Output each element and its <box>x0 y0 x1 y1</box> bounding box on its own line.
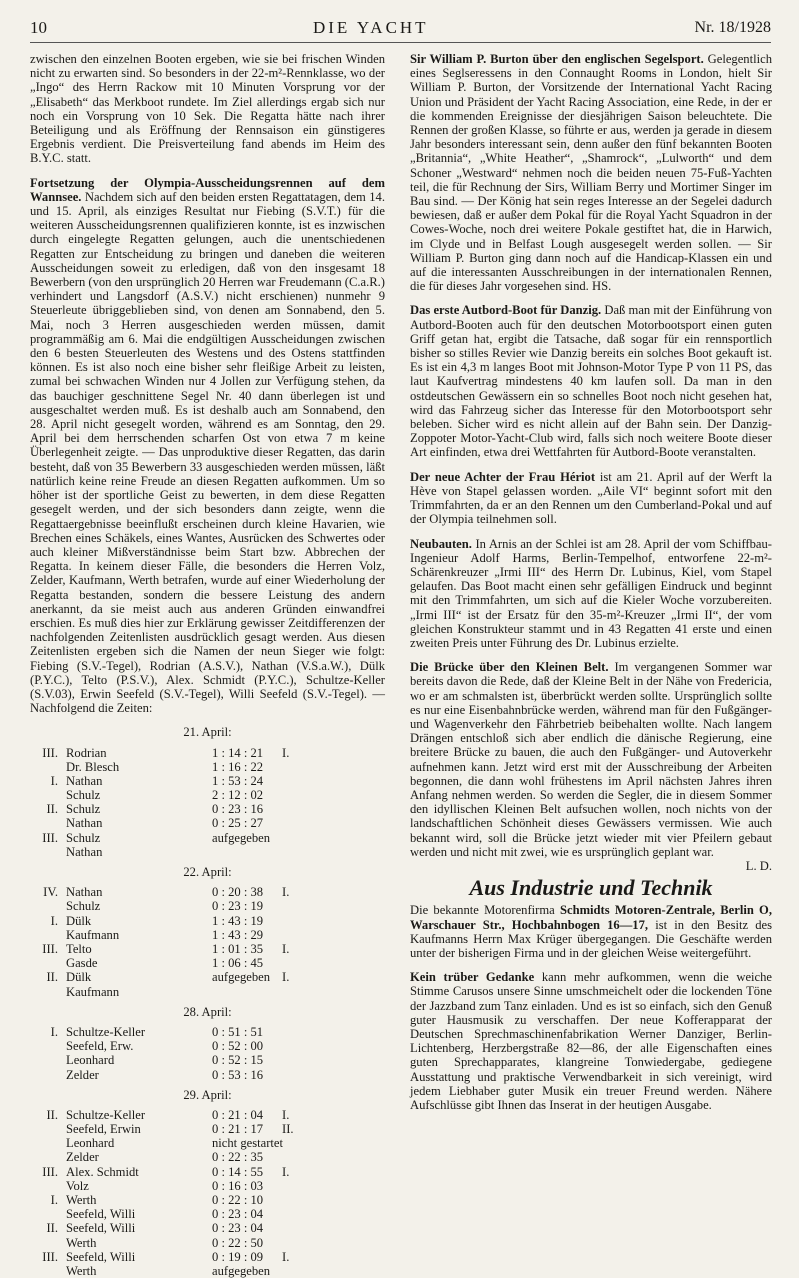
results-place <box>282 1193 312 1207</box>
results-name: Kaufmann <box>66 927 120 942</box>
results-time: 0 : 23 : 04 <box>212 1207 264 1222</box>
results-place <box>282 788 312 802</box>
results-row <box>30 746 385 760</box>
results-cls: IV. <box>43 885 58 900</box>
results-place: I. <box>282 745 290 760</box>
results-name: Leonhard <box>66 1136 115 1151</box>
paragraph-neubauten <box>410 537 772 651</box>
results-cls: III. <box>42 942 58 956</box>
results-row <box>30 956 385 970</box>
results-cls <box>30 1068 66 1082</box>
results-row <box>30 774 385 788</box>
results-row <box>30 816 385 830</box>
results-row <box>30 1053 385 1067</box>
results-name: Dr. Blesch <box>66 759 120 774</box>
results-place <box>282 1207 312 1221</box>
results-place <box>282 1068 312 1082</box>
results-time: 2 : 12 : 02 <box>212 788 264 803</box>
results-place <box>282 899 312 913</box>
results-name: Nathan <box>66 885 103 900</box>
results-place: II. <box>282 1122 294 1137</box>
results-name: Werth <box>66 1263 97 1278</box>
results-time: 0 : 22 : 50 <box>212 1235 264 1250</box>
results-name: Telto <box>66 942 92 956</box>
motoren-tail: ist in den Besitz des Kaufmanns Herrn Max Krüger übergegangen. Die Geschäfte werden unter der bisherigen Firma und in der gleichen Weise weitergeführt. <box>410 917 772 960</box>
results-time: 0 : 53 : 16 <box>212 1067 264 1082</box>
results-name: Nathan <box>66 844 103 859</box>
results-row <box>30 1264 385 1278</box>
results-name: Zelder <box>66 1150 99 1165</box>
results-name: Seefeld, Erw. <box>66 1039 134 1054</box>
neubauten-body: In Arnis an der Schlei ist am 28. April der vom Schiffbau-Ingenieur Adolf Harms, Berlin-Tempelhof, entworfene 22-m²-Schärenkreuzer „Irmi III“ des Herrn Dr. Lubinus, Kiel, vom Stapel gelaufen. Das Boot macht einen sehr gefälligen Eindruck und beginnt mit den Trimmfahrten, um sich auf die Kieler Woche vorzubereiten. „Irmi III“ ist der Ersatz für den 35-m²-Kreuzer „Irmi II“, der vom gleichen Konstrukteur stammt und in 43 Regatten 41 erste und einen zweiten Preis unter Führung des Dr. Lubinus erzielte. <box>410 536 772 650</box>
belt-heading: Die Brücke über den Kleinen Belt. <box>410 660 609 675</box>
results-time: aufgegeben <box>212 1263 271 1278</box>
results-row <box>30 1165 385 1179</box>
section-title: Aus Industrie und Technik <box>469 875 713 901</box>
paragraph-olympia <box>30 176 385 716</box>
paragraph-danzig <box>410 303 772 459</box>
results-time: aufgegeben <box>212 970 271 985</box>
results-cls <box>30 956 66 970</box>
results-cls: I. <box>50 913 58 928</box>
neubauten-heading: Neubauten. <box>410 536 472 551</box>
results-cls: II. <box>46 1221 58 1236</box>
paragraph-regatta-end: zwischen den einzelnen Booten ergeben, wie sie bei frischen Winden nicht zu erwarten sind. So besonders in der 22-m²-Rennklasse, wo der „Ingo“ des Herrn Rackow mit 10 Minuten Vorsprung vor der „Elisabeth“ das Merkboot rundete. Im Ziel allerdings ergab sich nur noch ein Vorsprung von 10 Sek. Die Regatta hätte nach ihrer Beteiligung und als Eröffnung der Rennsaison ein günstigeres Ergebnis verdient. Die Preisverteilung fand abends im Heim des B.Y.C. statt. <box>30 52 385 166</box>
results-time: 0 : 14 : 55 <box>212 1164 264 1179</box>
results-time <box>212 985 282 999</box>
results-place <box>282 774 312 788</box>
magazine-title: DIE YACHT <box>312 18 429 37</box>
results-time: 0 : 22 : 10 <box>212 1193 264 1208</box>
results-place <box>282 831 312 845</box>
results-time: 0 : 25 : 27 <box>212 816 264 831</box>
results-cls <box>30 845 66 859</box>
results-row <box>30 802 385 816</box>
results-time: 0 : 52 : 15 <box>212 1053 264 1068</box>
results-name: Gasde <box>66 956 98 971</box>
heriot-body: ist am 21. April auf der Werft la Hève von Stapel gelassen worden. „Aile VI“ beginnt sofort mit den Trimmfahrten, da er an den Rennen um den Cumberland-Pokal und auf der Olympia teilnehmen soll. <box>410 469 772 527</box>
results-time: 1 : 43 : 29 <box>212 927 264 942</box>
results-name: Volz <box>66 1178 89 1193</box>
results-day-label: 22. April: <box>183 865 232 880</box>
results-cls <box>30 1264 66 1278</box>
results-place <box>282 845 312 859</box>
olympia-body: Nachdem sich auf den beiden ersten Regattatagen, dem 14. und 15. April, als einziges Resultat nur Fiebing (S.V.T.) für die weiteren Ausscheidungsrennen qualifizieren konnte, ist es inzwischen durch eingelegte Regatten gelungen, auch die unentschiedenen Regatten zur Entscheidung zu bringen und daneben die weiteren Ausscheidungen soweit zu erledigen, daß von den insgesamt 18 Bewerbern (von den ursprünglich 20 Herren war Freudemann (C.a.R.) verhindert und Langsdorf (A.S.V.) nicht erschienen) nunmehr 9 Steuerleute übriggeblieben sind, von denen am Sonnabend, den 5. Mai, noch 3 Herren ausgeschieden werden müssen, damit programmäßig am 6. Mai die endgültigen Ausscheidungen zwischen den 6 besten Steuerleuten des Westens und des Ostens stattfinden können. Es ist also noch eine bisher sehr fleißige Arbeit zu leisten, zumal bei schwachen Winden nur 4 Jollen zur Verfügung stehen, da das bauchiger geschnittene Segel Nr. 40 dann überlegen ist und ausgeschaltet werden muß. Es ist deshalb auch am Sonnabend, den 28. April nicht gesegelt worden, während es am Sonntag, den 29. April bei dem herrschenden scharfen Ost von etwa 7 m keine Überlegenheit zeigte. — Das unproduktive dieser Regatten, das darin besteht, daß von 35 Bewerbern 33 ausgeschieden werden müssen, läßt natürlich keine reine Freude an diesen Regatten aufkommen. Um so höher ist der sportliche Geist zu bewerten, in dem diese Regatten gesegelt werden, und der sich besonders dann zeigte, wenn die Regattaergebnisse beeinflußt erscheinen durch kleine Havarien, wie Brechen eines Schäkels, eines Wantes, Ausrücken des Schwertes oder auch kleiner Mißverständnisse beim Start bzw. Abbrechen der Regatta. In keinem dieser Fälle, die besonders die Herren Volz, Zelder, Kaufmann, Werth betrafen, wurde auf einer Wiederholung der Regatta bestanden, sondern die bessere Leistung des andern anerkannt, da sie meist auch aus anderen Gründen einwandfrei erschien. Es muß dies hier zur Erklärung gewisser Zeitdifferenzen der nachfolgenden Zeitenlisten ausdrücklich gesagt werden. Aus diesen Zeitenlisten ergeben sich die Namen der neun Sieger wie folgt: Fiebing (S.V.-Tegel), Rodrian (A.S.V.), Nathan (V.S.a.W.), Dülk (P.Y.C.), Telto (P.S.V.), Alex. Schmidt (P.Y.C.), Schultze-Keller (S.V.03), Erwin Seefeld (S.V.-Tegel), Willi Seefeld (S.V.-Tegel). — Nachfolgend die Zeiten: <box>30 189 385 716</box>
results-cls <box>30 816 66 830</box>
kofferapparat-body: kann mehr aufkommen, wenn die weiche Stimme Carusos unsere Sinne umschmeichelt oder die lockenden Töne der Jazzband zum Tanz einladen. Und es ist so einfach, sich den Genuß guter Hausmusik zu verschaffen. Der neue Kofferapparat der Deutschen Sprechmaschinenfabrikation Werner Danziger, Berlin-Lichtenberg, Herzbergstraße 82—86, der alle Eigenschaften eines guten Sprechapparates, klangreine Tonwiedergabe, gediegene Ausstattung und praktische Verwendbarkeit in sich vereinigt, wird jedem Liebhaber guter Musik ein treuer Freund werden. Nähere Aufschlüsse gibt Ihnen das Inserat in der heutigen Ausgabe. <box>410 970 773 1113</box>
results-time: 1 : 01 : 35 <box>212 942 264 956</box>
results-place <box>282 1179 312 1193</box>
results-cls: I. <box>50 1193 58 1208</box>
results-time: 0 : 21 : 04 <box>212 1107 264 1122</box>
danzig-body: Daß man mit der Einführung von Autbord-Booten auch für den deutschen Motorbootsport einen guten Griff getan hat, ergibt die Tatsache, daß sogar für ein rennsportlich bisher so stilles Revier wie Danzig bereits ein solches Boot gekauft ist. Es ist ein 4,3 m langes Boot mit Johnson-Motor Type P von 11 PS, das laut Kaufvertrag mindestens 40 km laufen soll. Da man in den ostdeutschen Gewässern ein so schnelles Boot noch nicht gesehen hat, wird das Fahrzeug sicher das Interesse für den Motorbootsport sehr beleben. Sicher wird es nicht allein auf der Bahn sein. Der Danzig-Zoppoter Motor-Yacht-Club wird, falls sich noch weitere Boote dieser Art einfinden, etwa drei Wettfahrten für Autbord-Boote veranstalten. <box>410 303 772 460</box>
results-cls <box>30 1136 66 1150</box>
results-row <box>30 928 385 942</box>
results-name: Leonhard <box>66 1053 115 1068</box>
results-name: Schulz <box>66 788 101 803</box>
results-row <box>30 985 385 999</box>
paragraph-belt <box>410 660 772 859</box>
results-place: I. <box>282 1164 290 1179</box>
results-row <box>30 1122 385 1136</box>
results-row <box>30 1068 385 1082</box>
results-row <box>30 1039 385 1053</box>
results-day-label: 28. April: <box>183 1004 232 1019</box>
results-name: Seefeld, Willi <box>66 1207 136 1222</box>
results-time: 1 : 16 : 22 <box>212 759 264 774</box>
results-name: Dülk <box>66 970 92 985</box>
results-name: Seefeld, Willi <box>66 1249 136 1264</box>
results-row <box>30 1025 385 1039</box>
results-cls <box>30 899 66 913</box>
results-cls: II. <box>46 1107 58 1122</box>
results-cls: III. <box>42 745 58 760</box>
results-place <box>282 928 312 942</box>
results-time: 0 : 23 : 16 <box>212 802 264 817</box>
results-time: 1 : 53 : 24 <box>212 773 264 788</box>
results-row <box>30 1250 385 1264</box>
results-place: I. <box>282 1249 290 1264</box>
results-place <box>282 956 312 970</box>
belt-signature: L. D. <box>745 858 772 873</box>
paragraph-burton <box>410 52 772 293</box>
results-time: 0 : 51 : 51 <box>212 1024 264 1039</box>
results-time <box>212 845 282 859</box>
results-name: Nathan <box>66 816 103 831</box>
results-cls <box>30 1053 66 1067</box>
results-place <box>282 760 312 774</box>
results-name: Dülk <box>66 913 92 928</box>
olympia-heading: Fortsetzung der Olympia-Ausscheidungsrennen auf dem Wannsee. <box>30 175 385 204</box>
paragraph-kofferapparat <box>410 970 772 1112</box>
results-name: Werth <box>66 1193 97 1208</box>
results-cls <box>30 788 66 802</box>
results-row <box>30 970 385 984</box>
results-cls <box>30 985 66 999</box>
results-row <box>30 1193 385 1207</box>
page-header <box>30 14 771 43</box>
results-time: 0 : 52 : 00 <box>212 1039 264 1054</box>
results-cls: II. <box>46 802 58 817</box>
results-time: 0 : 20 : 38 <box>212 885 264 900</box>
results-cls: II. <box>46 970 58 985</box>
results-name: Schulz <box>66 830 101 845</box>
results-place <box>282 1039 312 1053</box>
results-row <box>30 1136 385 1150</box>
results-place: I. <box>282 885 290 900</box>
kofferapparat-heading: Kein trüber Gedanke <box>410 970 535 985</box>
results-place <box>282 985 312 999</box>
results-place <box>282 1136 312 1150</box>
paragraph-heriot <box>410 470 772 527</box>
results-row <box>30 788 385 802</box>
results-row <box>30 899 385 913</box>
results-place <box>282 1221 312 1235</box>
results-time: 0 : 16 : 03 <box>212 1178 264 1193</box>
results-row <box>30 914 385 928</box>
results-day-label: 29. April: <box>183 1087 232 1102</box>
results-cls <box>30 760 66 774</box>
results-name: Schultze-Keller <box>66 1024 146 1039</box>
results-cls <box>30 1236 66 1250</box>
results-name: Schulz <box>66 802 101 817</box>
results-name: Rodrian <box>66 745 107 760</box>
results-row <box>30 1108 385 1122</box>
results-name: Seefeld, Willi <box>66 1221 136 1236</box>
results-place <box>282 1264 312 1278</box>
results-cls <box>30 928 66 942</box>
results-time: aufgegeben <box>212 830 271 845</box>
results-place <box>282 1053 312 1067</box>
results-time: 1 : 14 : 21 <box>212 745 264 760</box>
results-day-label: 21. April: <box>183 725 232 740</box>
results-table <box>30 725 385 1278</box>
results-cls <box>30 1179 66 1193</box>
danzig-heading: Das erste Autbord-Boot für Danzig. <box>410 303 602 318</box>
results-cls: I. <box>50 1024 58 1039</box>
results-row <box>30 942 385 956</box>
results-name: Schultze-Keller <box>66 1107 146 1122</box>
belt-body: Im vergangenen Sommer war bereits davon die Rede, daß der Kleine Belt in der Nähe von Fredericia, wo er am schmalsten ist, überbrückt werden sollte. Ursprünglich sollte es nur eine Eisenbahnbrücke werden, während man für den Fußgänger- und Wagenverkehr den Fährbetrieb beibehalten wollte. Nach langem Drängen entschloß sich aber endlich die dänische Regierung, eine breitere Brücke zu bauen, die auch den Fußgänger- und Autoverkehr aufnehmen kann. Jetzt wird erst mit der Ausschreibung der Arbeiten begonnen, die dann wohl frühestens im April nächsten Jahres ihren Anfang nehmen werden. So werden die Segler, die in diesem Sommer den idyllischen Kleinen Belt aufsuchen wollen, noch nichts von der landschaftlichen Schönheit dieses Gewässers vermissen. Wie auch bekannt wird, soll die Brücke jetzt wieder mit vier Pfeilern gebaut werden und nicht mit zwei, wie es ursprünglich geplant war. <box>410 660 772 859</box>
results-place: I. <box>282 942 290 956</box>
results-cls: III. <box>42 830 58 845</box>
results-row <box>30 1179 385 1193</box>
paragraph-motoren <box>410 903 772 960</box>
results-row <box>30 760 385 774</box>
results-time: nicht gestartet <box>212 1136 283 1151</box>
results-name: Alex. Schmidt <box>66 1164 139 1179</box>
results-row <box>30 845 385 859</box>
right-column <box>410 52 772 1122</box>
results-row <box>30 1207 385 1221</box>
results-place <box>282 1025 312 1039</box>
results-name: Zelder <box>66 1067 99 1082</box>
results-cls <box>30 1039 66 1053</box>
results-name: Seefeld, Erwin <box>66 1122 141 1137</box>
results-place <box>282 1236 312 1250</box>
results-name: Schulz <box>66 899 101 914</box>
results-time: 1 : 43 : 19 <box>212 913 264 928</box>
results-time: 1 : 06 : 45 <box>212 956 264 971</box>
page-number: 10 <box>30 18 47 37</box>
burton-body: Gelegentlich eines Seglseressens in den Connaught Rooms in London, hielt Sir William P. Burton, der Vorsitzende der International Yacht Racing Union und Präsident der Yacht Racing Association, eine Rede, in der er die kommenden Ereignisse der diesjährigen Saison beleuchtete. Die Rennen der großen Klasse, so führte er aus, werden ja gerade in diesem Jahr besonders interessant sein, denn außer den fünf bekannten Booten „Britannia“, „White Heather“, „Shamrock“, „Lulworth“ und dem Schoner „Westward“ nehmen noch die beiden neuen 75-Fuß-Yachten teil, die für Rechnung der Sirs, William Berry und Mortimer Singer im Bau sind. — Der König hat sein reges Interesse an der Segelei dadurch bewiesen, daß er außer dem Pokal für die Royal Yacht Squadron in der Cowes-Woche, noch drei weitere Pokale gestiftet hat, die in Harwich, im Clyde und in Belfast Lough ausgesegelt werden sollen. — Sir William P. Burton ging dann noch auf die Handicap-Klassen ein und auf die interessanten Ausschreibungen in der internationalen Rennen, die für dieses Jahr vorgesehen sind. HS. <box>410 52 772 294</box>
results-cls: I. <box>50 773 58 788</box>
motoren-intro: Die bekannte Motorenfirma <box>410 903 560 918</box>
burton-heading: Sir William P. Burton über den englischen Segelsport. <box>410 52 704 66</box>
results-name: Nathan <box>66 773 103 788</box>
results-cls <box>30 1122 66 1136</box>
results-cls: III. <box>42 1249 58 1264</box>
results-cls: III. <box>42 1164 58 1179</box>
results-row <box>30 1236 385 1250</box>
results-row <box>30 831 385 845</box>
results-place: I. <box>282 1107 290 1122</box>
results-time: 0 : 21 : 17 <box>212 1122 264 1137</box>
results-place <box>282 914 312 928</box>
heriot-heading: Der neue Achter der Frau Hériot <box>410 469 596 484</box>
results-place: I. <box>282 970 290 985</box>
results-time: 0 : 19 : 09 <box>212 1249 264 1264</box>
results-time: 0 : 23 : 19 <box>212 899 264 914</box>
motoren-firm: Schmidts Motoren-Zentrale, Berlin O, Warschauer Str., Hochbahnbogen 16—17, <box>410 903 772 932</box>
left-column <box>30 52 385 1278</box>
issue-number: Nr. 18/1928 <box>694 19 771 36</box>
results-cls <box>30 1207 66 1221</box>
results-name: Werth <box>66 1235 97 1250</box>
results-row <box>30 1221 385 1235</box>
results-place <box>282 802 312 816</box>
results-name: Kaufmann <box>66 984 120 999</box>
results-time: 0 : 23 : 04 <box>212 1221 264 1236</box>
results-place <box>282 816 312 830</box>
results-time: 0 : 22 : 35 <box>212 1150 264 1165</box>
results-row <box>30 885 385 899</box>
